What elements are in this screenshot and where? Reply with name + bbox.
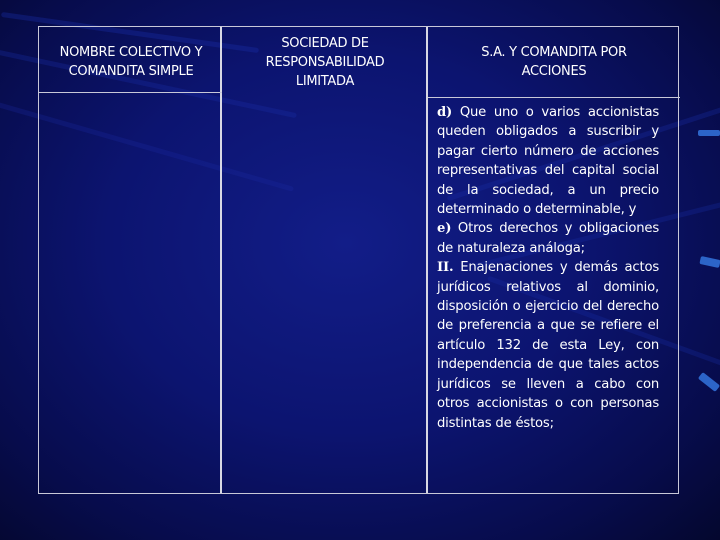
header-col-2 (245, 27, 405, 97)
clause-text: Otros derechos y obligaciones de naturaleza análoga; (437, 221, 659, 256)
header-col-3 (449, 27, 659, 97)
clause-d (437, 103, 659, 219)
header-col-1 (43, 27, 219, 97)
clause-text: Que uno o varios accionistas queden obligados a suscribir y pagar cierto número de acciones representativas del capital social de la sociedad, a un precio determinado o determinable, y (437, 105, 659, 218)
header-col-2-text: SOCIEDAD DE RESPONSABILIDAD LIMITADA (265, 35, 385, 89)
clause-marker: e) (437, 221, 452, 237)
clause-marker: d) (437, 105, 453, 120)
col-3-body (437, 103, 659, 433)
clause-e (437, 219, 659, 258)
comparison-table (38, 26, 679, 494)
edge-accent-mark (698, 130, 720, 136)
clause-ii (437, 258, 659, 433)
edge-accent-mark (698, 372, 720, 392)
clause-text: Enajenaciones y demás actos jurídicos relativos al dominio, disposición o ejercicio del derecho de preferencia a que se refiere el artículo 132 de esta Ley, con independencia de que tales actos jurídicos se lleven a cabo con otros accionistas o con personas distintas de éstos; (437, 260, 659, 431)
edge-accent-mark (699, 256, 720, 268)
header-divider (428, 97, 680, 98)
clause-marker: II. (437, 260, 454, 276)
header-col-3-text: S.A. Y COMANDITA POR ACCIONES (481, 45, 627, 79)
column-divider (220, 27, 222, 493)
header-col-1-text: NOMBRE COLECTIVO Y COMANDITA SIMPLE (59, 45, 203, 79)
